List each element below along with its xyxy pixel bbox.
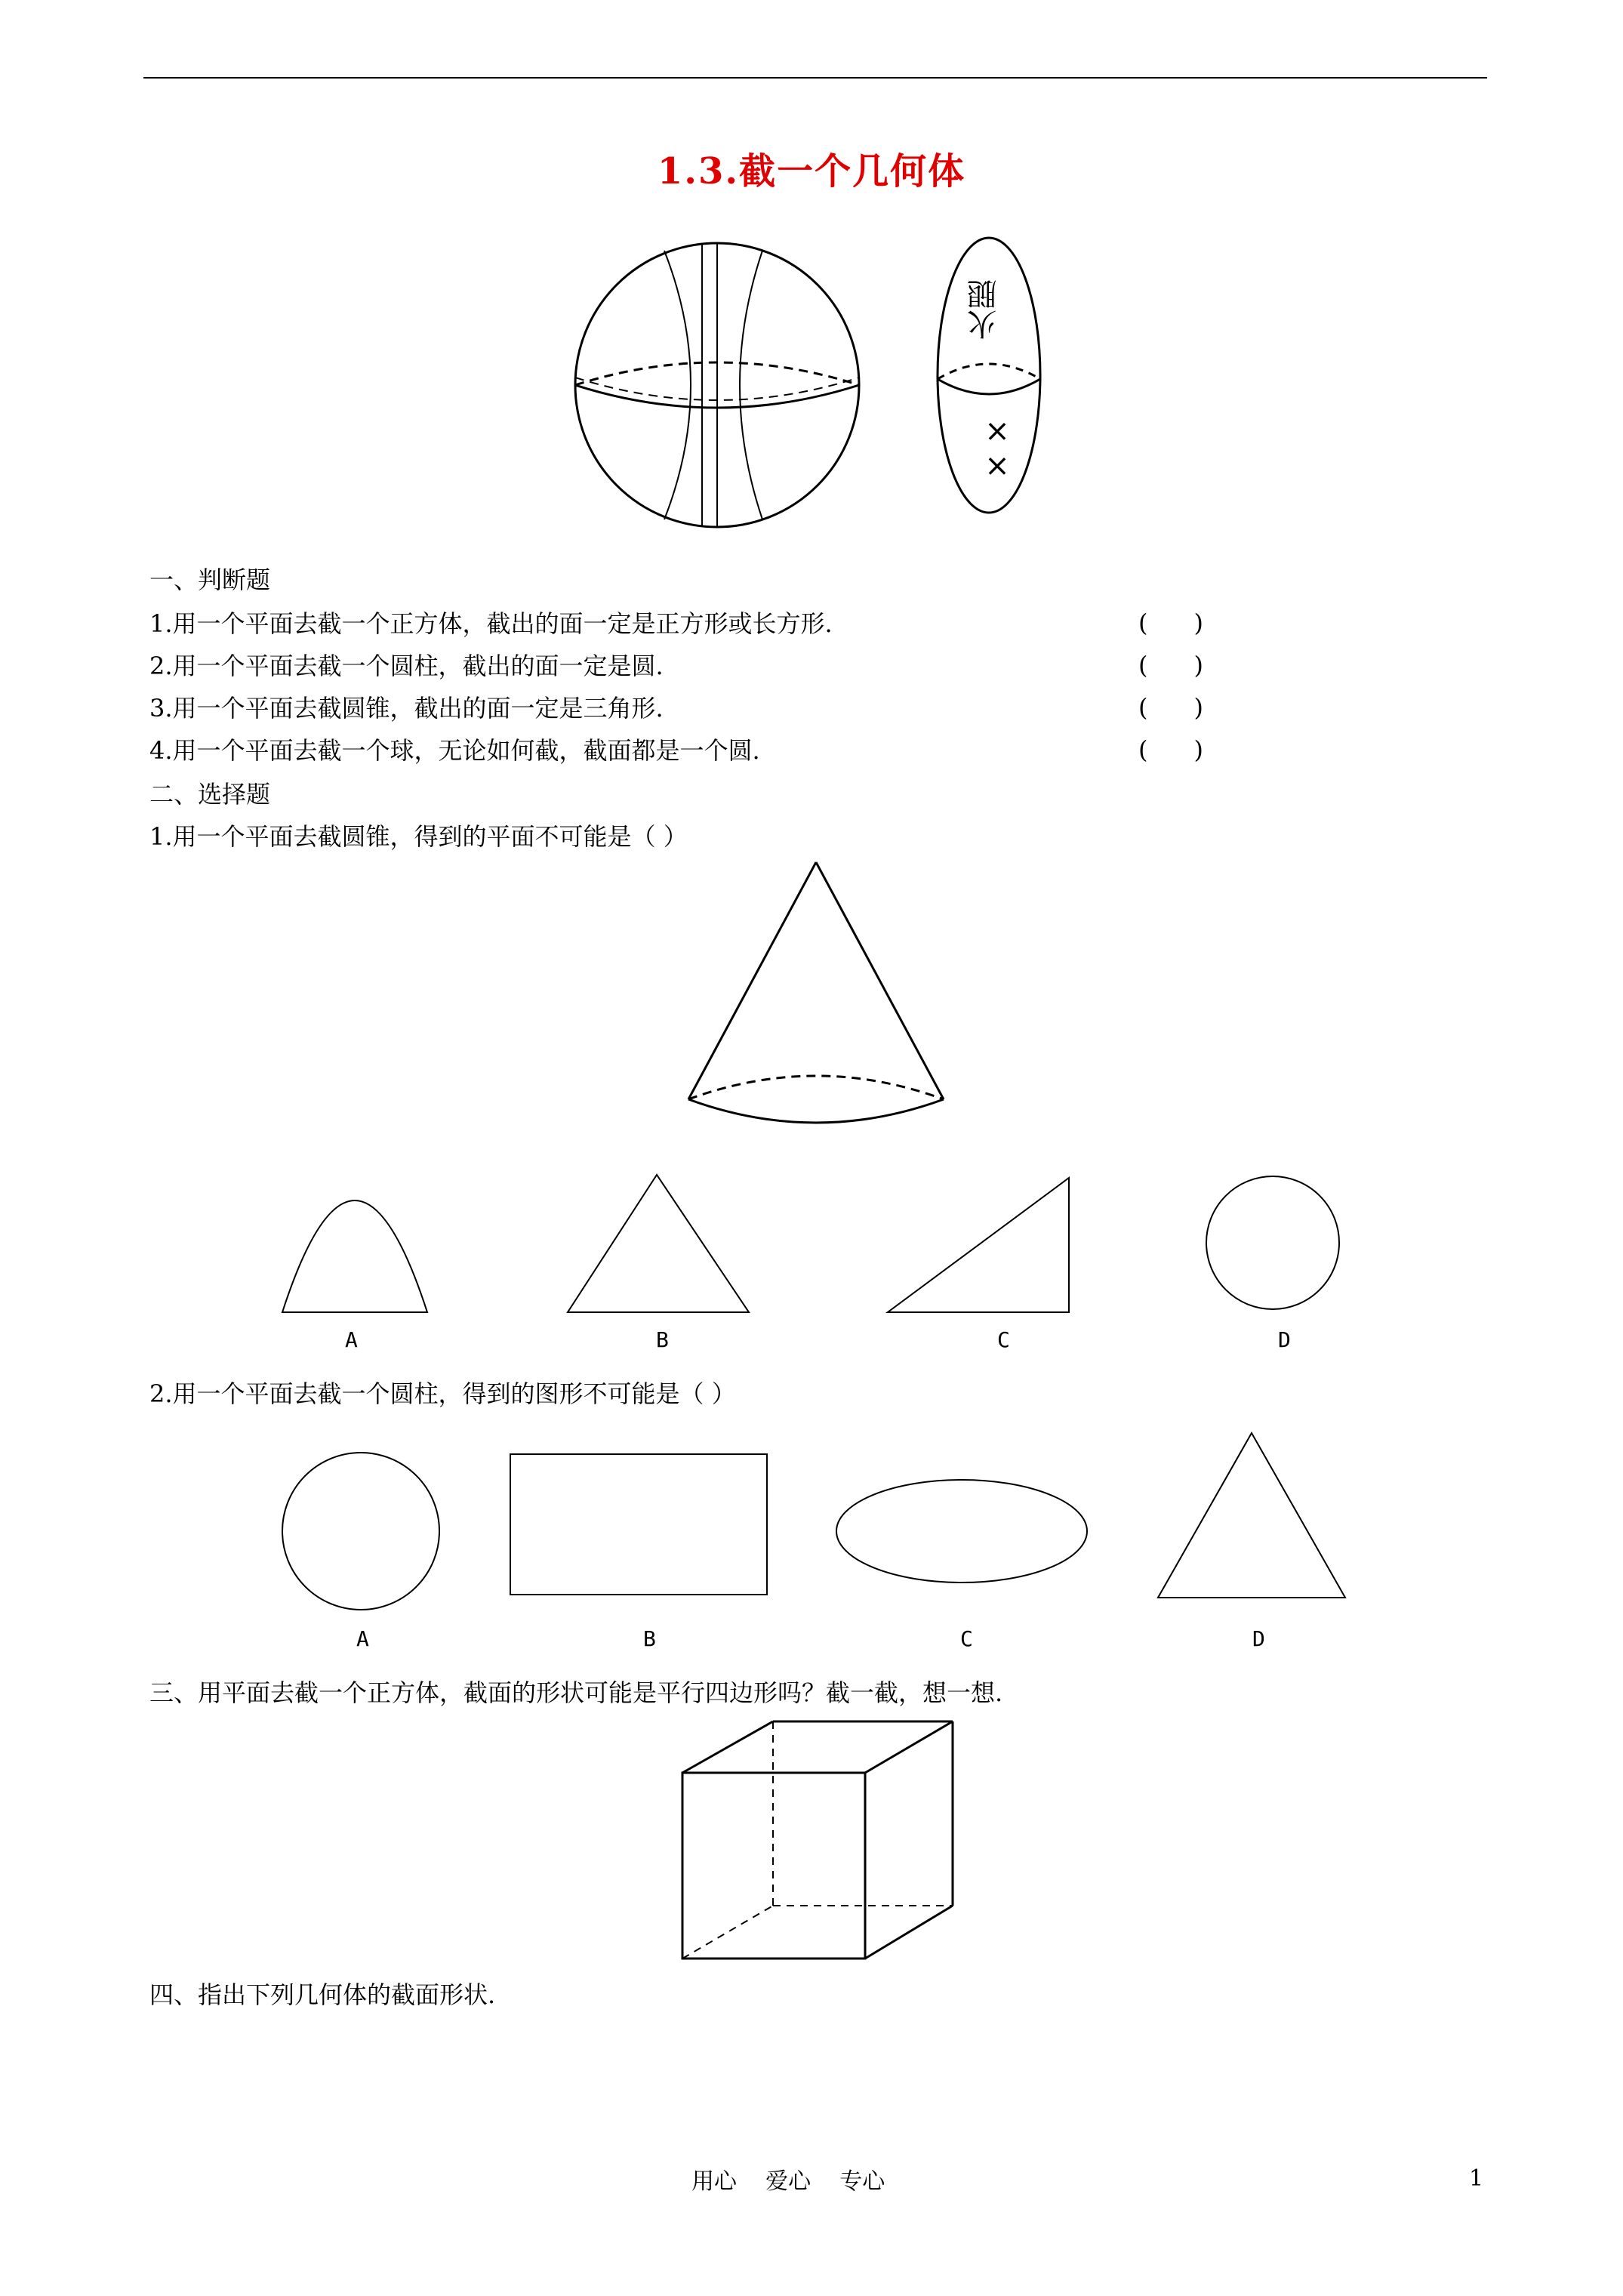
q1-label-b: B	[656, 1327, 669, 1352]
basketball-figure	[574, 234, 876, 536]
page-title: 1.3.截一个几何体	[657, 150, 966, 193]
judge-answer-1[interactable]: ( )	[1138, 609, 1203, 637]
judge-item-4: 4.用一个平面去截一个球，无论如何截，截面都是一个圆.	[149, 736, 760, 765]
q2-label-a: A	[356, 1626, 369, 1651]
ham-label-top: 火腿	[967, 279, 1002, 340]
footer-motto: 用心 爱心 专心	[691, 2168, 885, 2195]
q1-label-a: A	[345, 1327, 358, 1352]
judge-item-3: 3.用一个平面去截圆锥，截出的面一定是三角形.	[149, 694, 664, 723]
q1-option-b-triangle[interactable]	[565, 1172, 753, 1315]
q2-option-c-ellipse[interactable]	[835, 1477, 1093, 1590]
q1-label-d: D	[1278, 1327, 1291, 1352]
section3-question: 三、用平面去截一个正方体，截面的形状可能是平行四边形吗？截一截，想一想.	[149, 1678, 1003, 1707]
judge-item-1: 1.用一个平面去截一个正方体，截出的面一定是正方形或长方形.	[149, 609, 833, 638]
cone-figure	[684, 859, 948, 1146]
choice-q1: 1.用一个平面去截圆锥，得到的平面不可能是（ ）	[149, 822, 688, 851]
page-number: 1	[1469, 2165, 1484, 2192]
q2-label-d: D	[1252, 1626, 1265, 1651]
section2-heading: 二、选择题	[149, 780, 271, 809]
q2-label-c: C	[960, 1626, 973, 1651]
section4-question: 四、指出下列几何体的截面形状.	[149, 1980, 496, 2009]
q2-option-a-circle[interactable]	[279, 1451, 445, 1617]
q1-option-d-circle[interactable]	[1202, 1175, 1345, 1318]
judge-answer-3[interactable]: ( )	[1138, 693, 1203, 722]
q1-label-c: C	[997, 1327, 1010, 1352]
q1-option-a-parabola[interactable]	[279, 1172, 438, 1315]
q1-option-c-right-triangle[interactable]	[885, 1175, 1073, 1315]
q2-label-b: B	[643, 1626, 656, 1651]
q2-option-d-triangle[interactable]	[1155, 1430, 1351, 1601]
choice-q2: 2.用一个平面去截一个圆柱，得到的图形不可能是（ ）	[149, 1379, 736, 1408]
judge-answer-4[interactable]: ( )	[1138, 735, 1203, 764]
ham-label-bottom: ××	[980, 414, 1015, 483]
section1-heading: 一、判断题	[149, 566, 271, 594]
q2-option-b-rectangle[interactable]	[507, 1451, 773, 1599]
judge-item-2: 2.用一个平面去截一个圆柱，截出的面一定是圆.	[149, 652, 664, 680]
header-rule	[143, 77, 1487, 79]
cube-figure	[678, 1717, 957, 1963]
judge-answer-2[interactable]: ( )	[1138, 651, 1203, 680]
